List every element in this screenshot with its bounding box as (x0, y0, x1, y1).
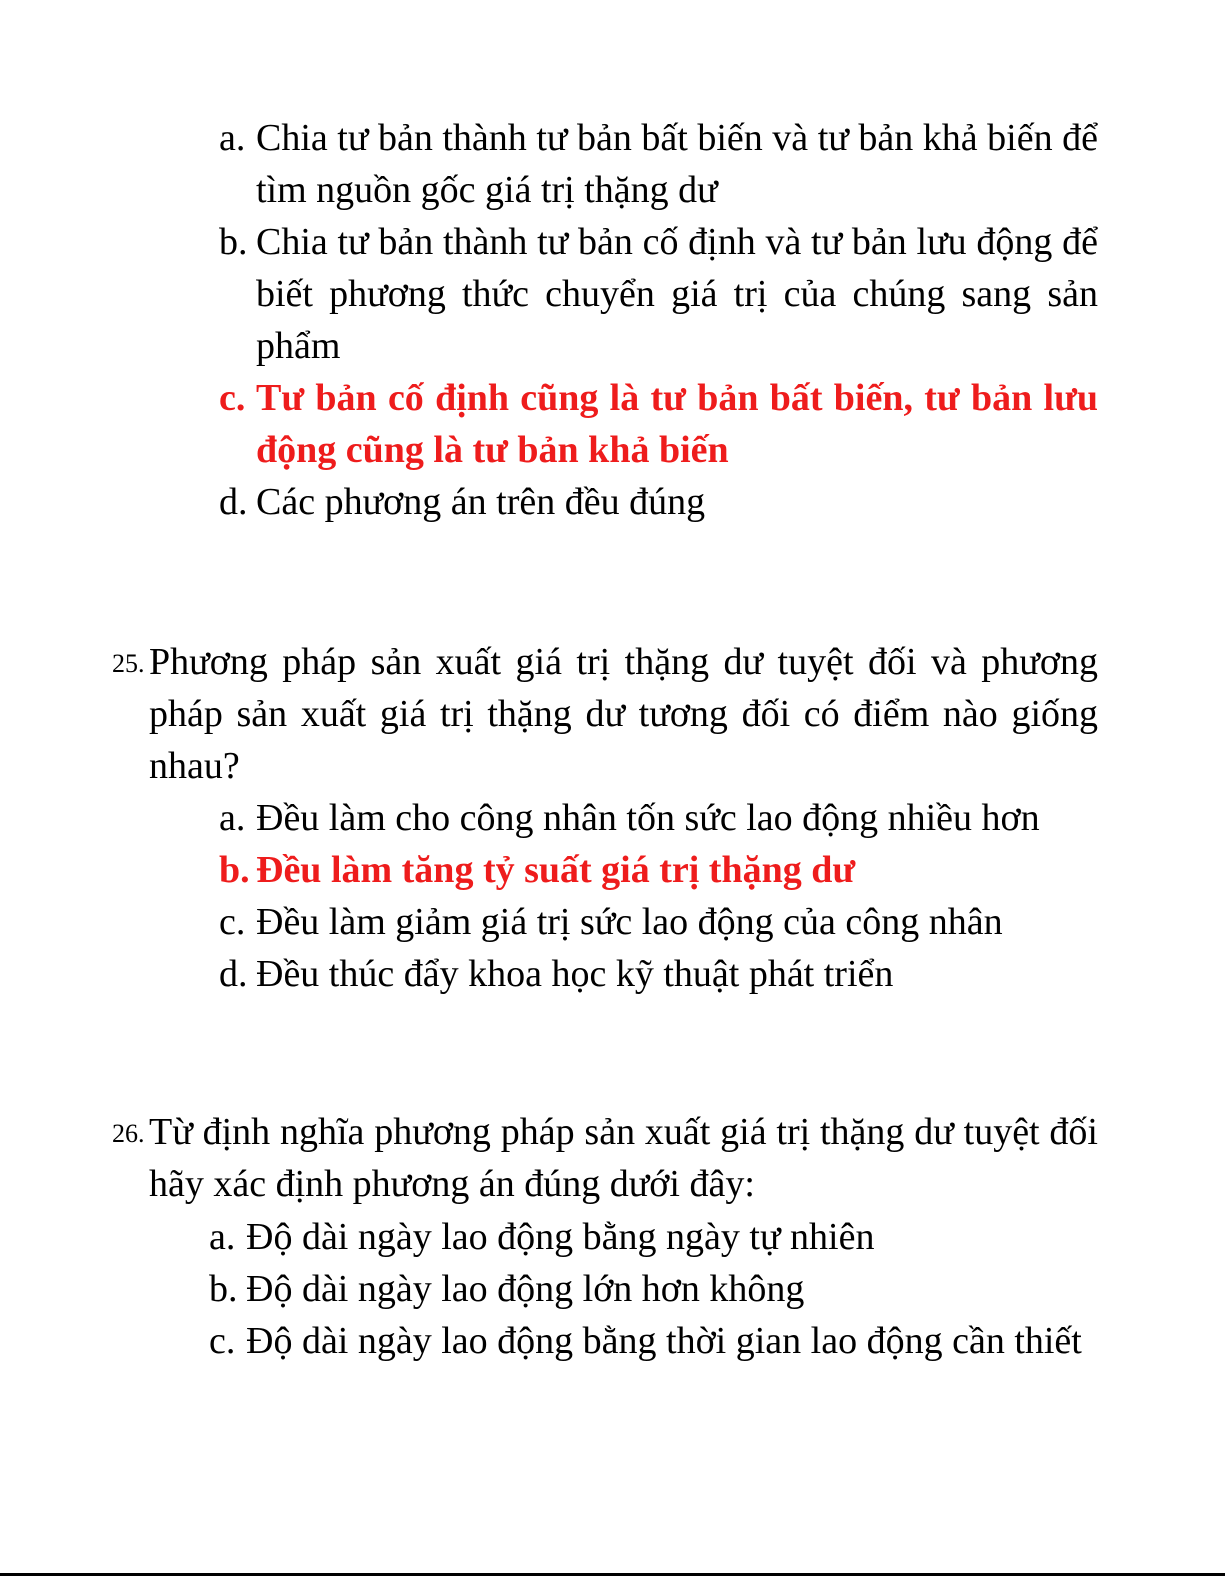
question-text: Từ định nghĩa phương pháp sản xuất giá trị thặng dư tuyệt đối hãy xác định phương án đúng dưới đây: (149, 1111, 1098, 1205)
page-bottom-border (0, 1573, 1225, 1576)
question-text: Phương pháp sản xuất giá trị thặng dư tuyệt đối và phương pháp sản xuất giá trị thặng dư tương đối có điểm nào giống nhau? (149, 641, 1098, 787)
option-text: Chia tư bản thành tư bản bất biến và tư bản khả biến để tìm nguồn gốc giá trị thặng dư (256, 117, 1098, 211)
option-letter: a. (219, 797, 246, 839)
option-letter: b. (209, 1268, 238, 1310)
q24-option-c-correct (219, 372, 1098, 476)
q25-option-b-correct (219, 844, 1098, 896)
option-letter: b. (219, 849, 250, 891)
option-letter: c. (209, 1320, 236, 1362)
q24-option-b (219, 216, 1098, 372)
option-text: Đều làm tăng tỷ suất giá trị thặng dư (256, 849, 856, 891)
q26-option-c (209, 1315, 1098, 1367)
option-letter: a. (209, 1216, 236, 1258)
option-text: Đều làm giảm giá trị sức lao động của công nhân (256, 901, 1003, 943)
option-text: Độ dài ngày lao động bằng ngày tự nhiên (246, 1216, 875, 1258)
option-letter: a. (219, 117, 246, 159)
option-text: Các phương án trên đều đúng (256, 481, 706, 523)
question-number: 25. (112, 649, 145, 678)
q25-option-a (219, 792, 1098, 844)
option-text: Đều thúc đẩy khoa học kỹ thuật phát triển (256, 953, 894, 995)
option-letter: d. (219, 953, 248, 995)
option-letter: d. (219, 481, 248, 523)
q25-option-d (219, 948, 1098, 1000)
option-letter: b. (219, 221, 248, 263)
q26-option-a (209, 1211, 1098, 1263)
q25-options (219, 792, 1098, 1000)
q24-option-a (219, 112, 1098, 216)
option-text: Chia tư bản thành tư bản cố định và tư bản lưu động để biết phương thức chuyển giá trị của chúng sang sản phẩm (256, 221, 1098, 367)
option-text: Đều làm cho công nhân tốn sức lao động nhiều hơn (256, 797, 1040, 839)
question-25 (112, 636, 1098, 792)
question-25-stem (112, 636, 1098, 792)
option-text: Tư bản cố định cũng là tư bản bất biến, tư bản lưu động cũng là tư bản khả biến (256, 377, 1098, 471)
option-text: Độ dài ngày lao động lớn hơn không (246, 1268, 805, 1310)
q24-options (219, 112, 1098, 528)
q26-options (209, 1211, 1098, 1367)
option-letter: c. (219, 901, 246, 943)
option-letter: c. (219, 377, 246, 419)
question-26-stem (112, 1106, 1098, 1210)
q26-option-b (209, 1263, 1098, 1315)
q25-option-c (219, 896, 1098, 948)
question-number: 26. (112, 1119, 145, 1148)
option-text: Độ dài ngày lao động bằng thời gian lao động cần thiết (246, 1320, 1082, 1362)
q24-option-d (219, 476, 1098, 528)
question-26 (112, 1106, 1098, 1210)
